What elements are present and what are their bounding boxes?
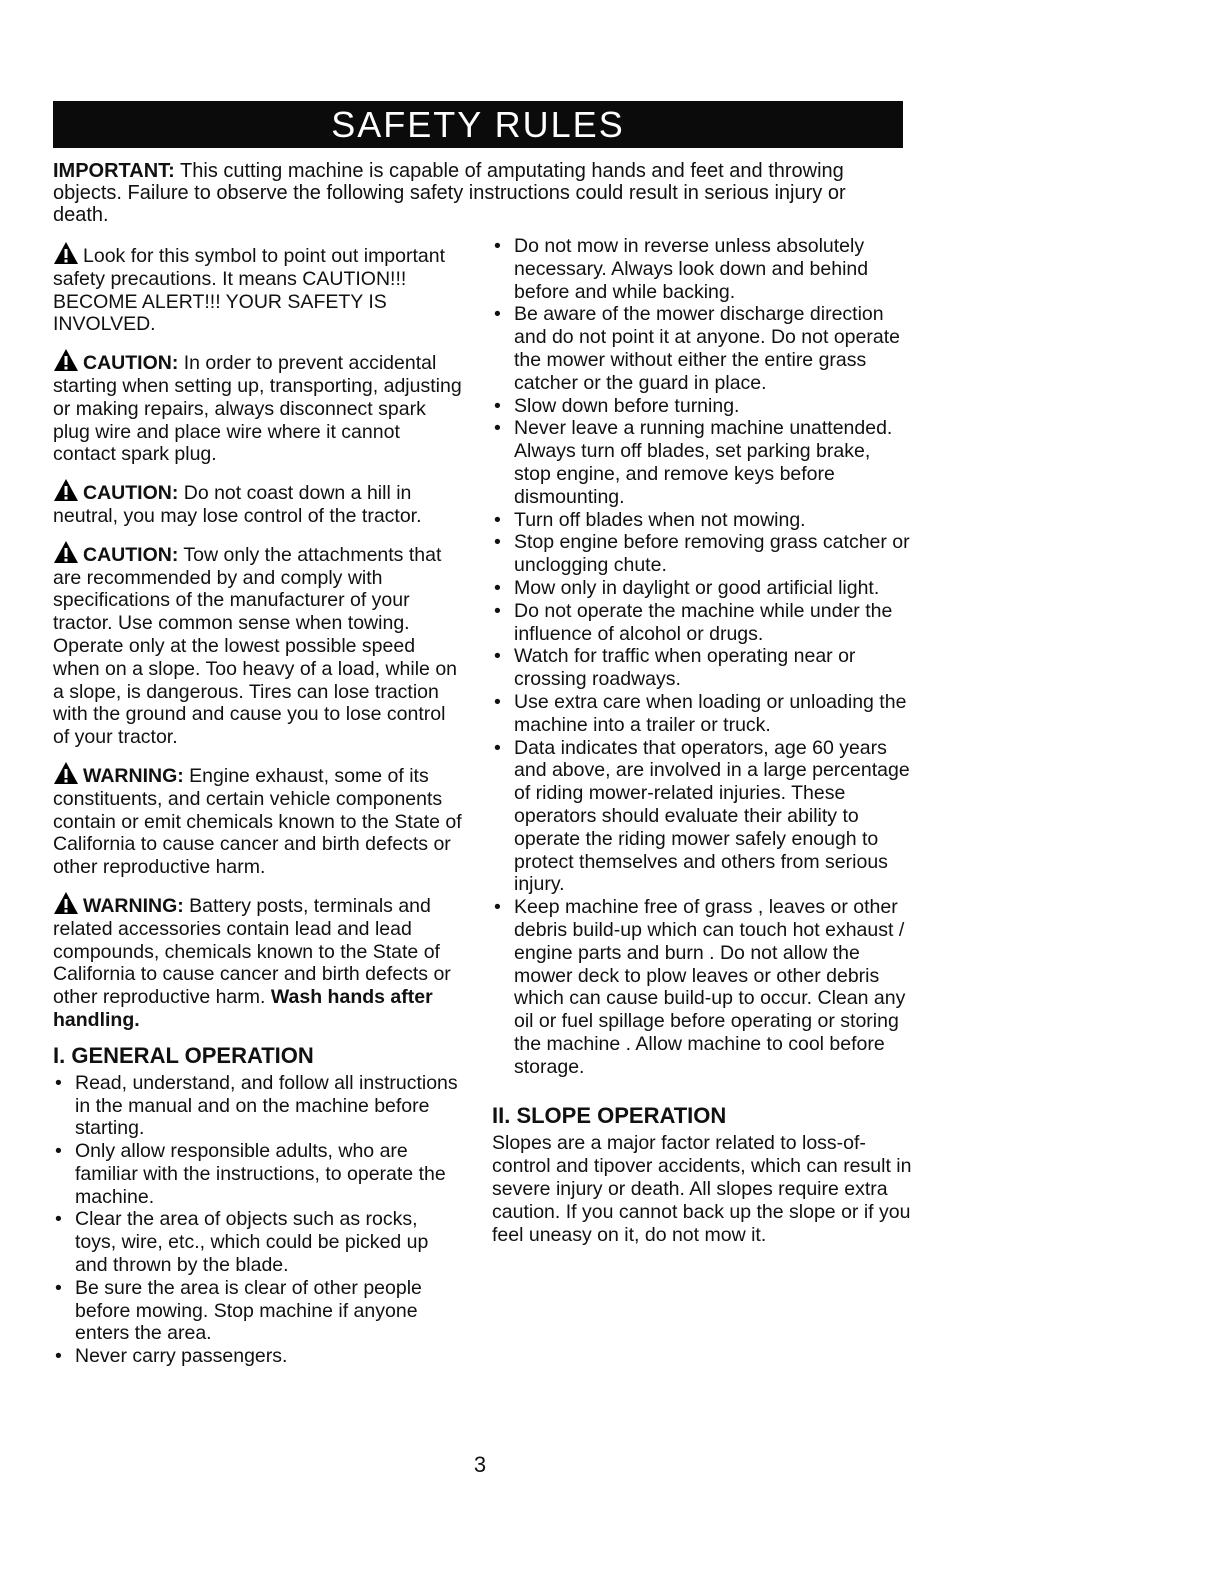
caution-block — [53, 478, 463, 528]
slope-operation-heading: II. SLOPE OPERATION — [492, 1103, 727, 1129]
list-item: • Data indicates that operators, age 60 years and above, are involved in a large percentage of riding mower-related injuries. These operators should evaluate their ability to operate the riding mower safely enough to protect themselves and others from serious injury. — [492, 737, 912, 897]
caution-block — [53, 540, 463, 749]
caution-label: CAUTION: — [83, 352, 179, 375]
warning-triangle-icon — [53, 348, 81, 372]
symbol-note-text: Look for this symbol to point out important safety precautions. It means CAUTION!!! BECOME ALERT!!! YOUR SAFETY IS INVOLVED. — [53, 245, 446, 336]
page-number: 3 — [473, 1452, 487, 1477]
list-item: • Never carry passengers. — [53, 1345, 463, 1368]
warning-triangle-icon — [53, 761, 81, 785]
list-item: • Keep machine free of grass , leaves or other debris build-up which can touch hot exhaust / engine parts and burn . Do not allow the mower deck to plow leaves or other debris which can cause build-up to occur. Clean any oil or fuel spillage before operating or storing the machine . Allow machine to cool before storage. — [492, 896, 912, 1078]
general-operation-heading: I. GENERAL OPERATION — [53, 1042, 314, 1068]
warning-triangle-icon — [53, 478, 81, 502]
general-operation-list-continued — [492, 235, 912, 1078]
list-item: • Only allow responsible adults, who are familiar with the instructions, to operate the machine. — [53, 1140, 463, 1208]
important-notice — [53, 160, 903, 226]
warning-label: WARNING: — [83, 894, 184, 917]
list-item: • Stop engine before removing grass catcher or unclogging chute. — [492, 531, 912, 577]
list-item: • Never leave a running machine unattended. Always turn off blades, set parking brake, stop engine, and remove keys before dismounting. — [492, 417, 912, 508]
right-column — [492, 235, 912, 1258]
list-item: • Be sure the area is clear of other people before mowing. Stop machine if anyone enters the area. — [53, 1277, 463, 1345]
left-column — [53, 241, 463, 1368]
warning-block — [53, 761, 463, 879]
list-item: • Use extra care when loading or unloading the machine into a trailer or truck. — [492, 691, 912, 737]
warning-triangle-icon — [53, 241, 81, 265]
caution-block — [53, 348, 463, 466]
list-item: • Clear the area of objects such as rocks, toys, wire, etc., which could be picked up and thrown by the blade. — [53, 1208, 463, 1276]
caution-text: Do not coast down a hill in neutral, you may lose control of the tractor. — [53, 482, 422, 527]
warning-triangle-icon — [53, 540, 81, 564]
list-item: • Read, understand, and follow all instructions in the manual and on the machine before starting. — [53, 1072, 463, 1140]
general-operation-list — [53, 1072, 463, 1368]
important-text: This cutting machine is capable of amputating hands and feet and throwing objects. Failure to observe the following safety instructions could result in serious injury or death. — [53, 160, 846, 226]
list-item: • Slow down before turning. — [492, 395, 912, 418]
page-title: SAFETY RULES — [331, 103, 625, 145]
slope-operation-text: Slopes are a major factor related to loss-of-control and tipover accidents, which can result in severe injury or death. All slopes require extra caution. If you cannot back up the slope or if you feel uneasy on it, do not mow it. — [492, 1132, 912, 1246]
warning-block — [53, 891, 463, 1032]
wash-hands-notice: Wash hands after handling. — [53, 986, 433, 1031]
warning-text: Engine exhaust, some of its constituents, and certain vehicle components contain or emit chemicals known to the State of California to cause cancer and birth defects or other reproductive harm. — [53, 764, 462, 879]
symbol-note — [53, 241, 463, 336]
caution-text: In order to prevent accidental starting when setting up, transporting, adjusting or making repairs, always disconnect spark plug wire and place wire where it cannot contact spark plug. — [53, 352, 462, 466]
list-item: • Do not mow in reverse unless absolutely necessary. Always look down and behind before and while backing. — [492, 235, 912, 303]
list-item: • Turn off blades when not mowing. — [492, 509, 912, 532]
list-item: • Watch for traffic when operating near or crossing roadways. — [492, 645, 912, 691]
list-item: • Be aware of the mower discharge direction and do not point it at anyone. Do not operate the mower without either the entire grass catcher or the guard in place. — [492, 303, 912, 394]
warning-text: Battery posts, terminals and related accessories contain lead and lead compounds, chemicals known to the State of California to cause cancer and birth defects or other reproductive harm. — [53, 894, 451, 1009]
caution-label: CAUTION: — [83, 543, 179, 566]
warning-triangle-icon — [53, 891, 81, 915]
caution-text: Tow only the attachments that are recommended by and comply with specifications of the manufacturer of your tractor. Use common sense when towing. Operate only at the lowest possible speed when on a slope. Too heavy of a load, while on a slope, is dangerous. Tires can lose traction with the ground and cause you to lose control of your tractor. — [53, 543, 458, 749]
list-item: • Mow only in daylight or good artificial light. — [492, 577, 912, 600]
page-title-banner — [53, 101, 903, 148]
warning-label: WARNING: — [83, 764, 184, 787]
list-item: • Do not operate the machine while under the influence of alcohol or drugs. — [492, 600, 912, 646]
caution-label: CAUTION: — [83, 482, 179, 505]
important-label: IMPORTANT: — [53, 160, 175, 182]
